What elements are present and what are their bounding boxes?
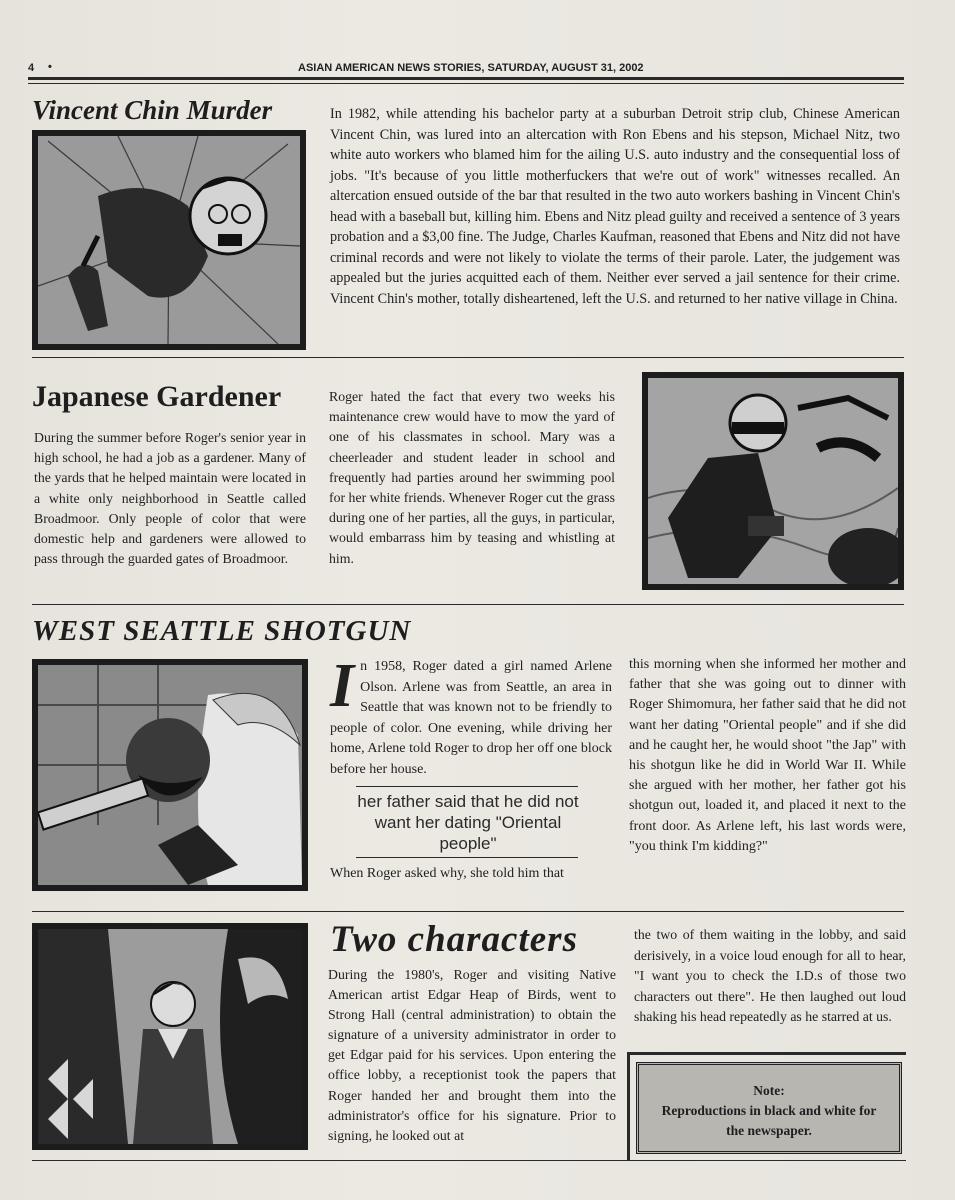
characters-headline: Two characters [330,919,578,960]
gardener-headline: Japanese Gardener [32,380,282,413]
note-body: Reproductions in black and white for the newspaper. [661,1103,877,1138]
characters-illustration-art [38,929,302,1144]
chin-illustration [32,130,306,350]
shotgun-col1-text: n 1958, Roger dated a girl named Arlene Olson. Arlene was from Seattle, an area in Seattle that was known not to be friendly to people of color. One evening, while driving her home, Arlene told Roger to drop her off one block before her house. [330,659,612,777]
gardener-col1: During the summer before Roger's senior year in high school, he had a job as a gardener. Many of the yards that he helped maintain were located in a white only neighborhood in Seattle called Broadmoor. Only people of color that were domestic help and gardeners were allowed to pass through the guarded gates of Broadmoor. [34,430,306,567]
shotgun-illustration [32,659,308,891]
section-divider-1 [32,357,904,358]
shotgun-illustration-art [38,665,302,885]
shotgun-dropcap: I [330,652,355,720]
note-box-frame-left [627,1052,630,1160]
shotgun-headline: WEST SEATTLE SHOTGUN [32,615,412,647]
characters-col2: the two of them waiting in the lobby, and said derisively, in a voice loud enough for all to hear, "I want you to check the I.D.s of those two characters out there". He then laughed out loud shaking his head repeatedly as he starred at us. [634,927,906,1025]
gardener-illustration [642,372,904,590]
page-number: 4 [28,62,35,74]
header-bullet: • [48,61,52,73]
note-box-frame-top [627,1052,906,1055]
bottom-rule [32,1160,906,1161]
section-divider-3 [32,911,904,912]
note-box [636,1062,902,1154]
characters-illustration [32,923,308,1150]
header-rule [28,77,904,80]
header-rule-thin [28,83,904,84]
shotgun-pullquote: her father said that he did not want her dating "Oriental people" [357,792,579,853]
shotgun-col2: this morning when she informed her mother and father that she was going out to dinner with Roger Shimomura, her father said that he did not want her dating "Oriental people" and if she did and he caught her, he would shoot "the Jap" with his shotgun like he did in World War II. While she argued with her mother, her father got his shotgun out, loaded it, and placed it next to the front door. As Arlene left, his last words were, "you think I'm kidding?" [629,657,906,854]
chin-illustration-art [38,136,300,344]
pullquote-rule-bottom [356,857,578,858]
pullquote-rule-top [356,786,578,787]
masthead: ASIAN AMERICAN NEWS STORIES, SATURDAY, AUGUST 31, 2002 [298,62,644,74]
chin-body: In 1982, while attending his bachelor party at a suburban Detroit strip club, Chinese American Vincent Chin, was lured into an altercation with Ron Ebens and his stepson, Michael Nitz, two white auto workers who blamed him for the ailing U.S. auto industry and the consequential loss of jobs. "It's because of you little motherfuckers that we're out of work" witnesses recalled. An altercation ensued outside of the bar that resulted in the two auto workers bashing in Vincent Chin's head with a baseball but, killing him. Ebens and Nitz plead guilty and received a sentence of 3 years probation and a $3,00 fine. The Judge, Charles Kaufman, reasoned that Ebens and Nitz did not have criminal records and were not likely to violate the terms of their parole. Later, the judgement was appealed but the juries acquitted each of them. Neither ever served a jail sentence for their crime. Vincent Chin's mother, totally disheartened, left the U.S. and returned to her native village in China. [330,106,900,307]
shotgun-col1-end: When Roger asked why, she told him that [330,866,564,881]
gardener-col2: Roger hated the fact that every two weeks his maintenance crew would have to mow the yard of one of his classmates in school. Mary was a cheerleader and student leader in school and frequently had parties around her swimming pool for her white friends. Whenever Roger cut the grass during one of her parties, all the guys, in particular, would embarrass him by teasing and whistling at him. [329,389,615,566]
characters-col1: During the 1980's, Roger and visiting Native American artist Edgar Heap of Birds, went to Strong Hall (central administration) to obtain the signature of a university administrator in order to get Edgar paid for his services. Upon entering the office lobby, a receptionist took the papers that Roger handed her and brought them into the administrator's office for his signature. Prior to signing, he looked out at [328,967,616,1143]
chin-headline: Vincent Chin Murder [32,95,273,125]
gardener-illustration-art [648,378,898,584]
shotgun-col1 [330,652,612,780]
section-divider-2 [32,604,904,605]
note-title: Note: [753,1083,785,1098]
